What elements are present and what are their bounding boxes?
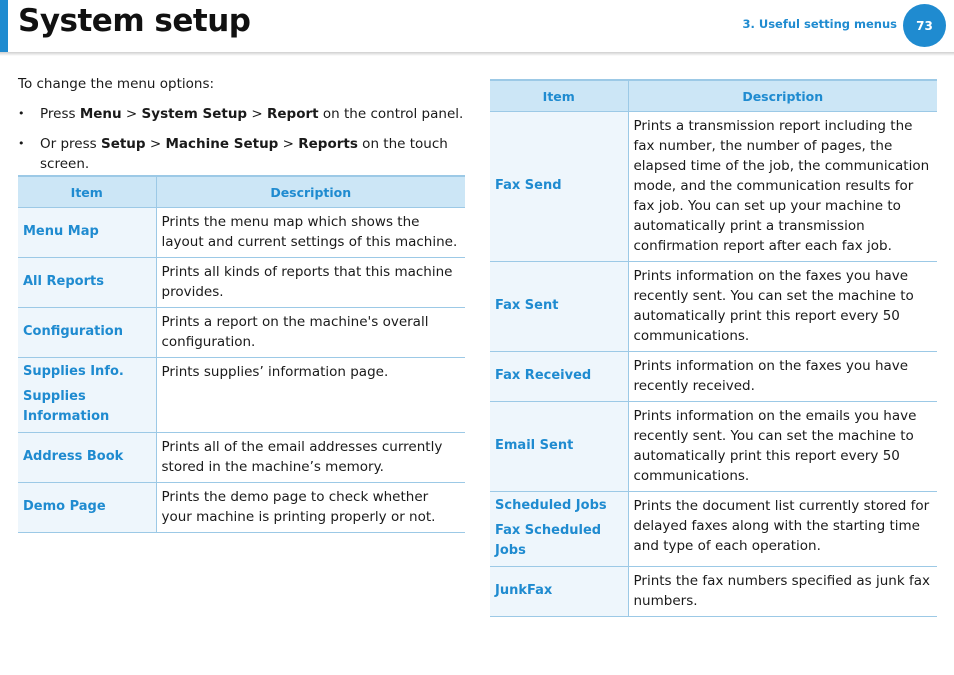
item-cell [490, 567, 628, 617]
table-header-row [490, 80, 937, 112]
menu-path-step: Reports [298, 136, 358, 152]
section-label: 3. Useful setting menus [742, 17, 897, 31]
item-cell [18, 308, 156, 358]
item-label: Menu Map [23, 224, 99, 239]
item-label: JunkFax [495, 583, 553, 598]
description-cell: Prints supplies’ information page. [156, 358, 465, 433]
description-cell: Prints the fax numbers specified as junk fax numbers. [628, 567, 937, 617]
table-row [18, 258, 465, 308]
item-cell [18, 258, 156, 308]
item-label: Fax Send [495, 178, 562, 193]
bullet-icon: • [18, 107, 25, 120]
instruction-item [18, 104, 478, 124]
menu-path-step: Report [267, 106, 319, 122]
table-row [490, 262, 937, 352]
description-cell: Prints a transmission report including the fax number, the number of pages, the elapsed time of the job, the communication mode, and the communication results for fax job. You can set up your machine to automatically print a transmission confirmation report after each fax job. [628, 112, 937, 262]
table-row [490, 567, 937, 617]
item-label: Configuration [23, 324, 123, 339]
column-header-item: Item [490, 80, 628, 112]
item-cell [490, 492, 628, 567]
item-cell [490, 352, 628, 402]
instruction-item [18, 134, 478, 174]
menu-path-separator: > [278, 136, 299, 152]
report-items-table-left [18, 175, 465, 533]
description-cell: Prints information on the faxes you have recently received. [628, 352, 937, 402]
bullet-icon: • [18, 137, 25, 150]
header-divider [0, 52, 954, 56]
column-header-description: Description [628, 80, 937, 112]
item-label: Supplies Information [23, 389, 110, 424]
table-row [490, 492, 937, 567]
table-row [18, 358, 465, 433]
item-label: Email Sent [495, 438, 574, 453]
description-cell: Prints the menu map which shows the layout and current settings of this machine. [156, 208, 465, 258]
column-header-description: Description [156, 176, 465, 208]
description-cell: Prints information on the faxes you have recently sent. You can set the machine to automatically print this report every 50 communications. [628, 262, 937, 352]
table-row [18, 308, 465, 358]
menu-path-step: System Setup [141, 106, 248, 122]
description-cell: Prints all kinds of reports that this machine provides. [156, 258, 465, 308]
page-title: System setup [18, 3, 251, 39]
item-label: Fax Received [495, 368, 592, 383]
item-cell [18, 358, 156, 433]
menu-path-step: Menu [79, 106, 122, 122]
menu-path-step: Setup [100, 136, 146, 152]
item-label: All Reports [23, 274, 104, 289]
table-row [490, 402, 937, 492]
item-cell [18, 433, 156, 483]
item-label: Supplies Info. [23, 364, 124, 379]
item-cell [18, 208, 156, 258]
report-items-table-right [490, 79, 937, 617]
table-row [490, 112, 937, 262]
menu-path-separator: > [121, 106, 142, 122]
item-cell [490, 262, 628, 352]
item-label: Address Book [23, 449, 124, 464]
menu-path-separator: > [247, 106, 267, 122]
item-label: Demo Page [23, 499, 106, 514]
intro-text: To change the menu options: [18, 76, 215, 92]
intro-section [18, 76, 478, 184]
table-row [18, 433, 465, 483]
menu-path-step: Machine Setup [165, 136, 279, 152]
instruction-suffix: on the touch screen. [40, 136, 448, 172]
item-label: Fax Scheduled Jobs [495, 523, 602, 558]
table-row [18, 208, 465, 258]
instruction-list [18, 104, 478, 174]
item-cell [490, 112, 628, 262]
description-cell: Prints a report on the machine's overall configuration. [156, 308, 465, 358]
table-row [18, 483, 465, 533]
description-cell: Prints information on the emails you have recently sent. You can set the machine to automatically print this report every 50 communications. [628, 402, 937, 492]
instruction-suffix: on the control panel. [318, 106, 464, 122]
item-label: Fax Sent [495, 298, 559, 313]
menu-path-separator: > [145, 136, 166, 152]
description-cell: Prints all of the email addresses currently stored in the machine’s memory. [156, 433, 465, 483]
description-cell: Prints the document list currently stored for delayed faxes along with the starting time and type of each operation. [628, 492, 937, 567]
instruction-prefix: Press [40, 106, 80, 122]
item-label: Scheduled Jobs [495, 498, 607, 513]
title-accent-bar [0, 0, 8, 52]
table-row [490, 352, 937, 402]
page-number-badge [903, 4, 946, 47]
description-cell: Prints the demo page to check whether your machine is printing properly or not. [156, 483, 465, 533]
item-cell [490, 402, 628, 492]
page-number: 73 [916, 18, 933, 33]
table-header-row [18, 176, 465, 208]
column-header-item: Item [18, 176, 156, 208]
instruction-prefix: Or press [40, 136, 101, 152]
item-cell [18, 483, 156, 533]
